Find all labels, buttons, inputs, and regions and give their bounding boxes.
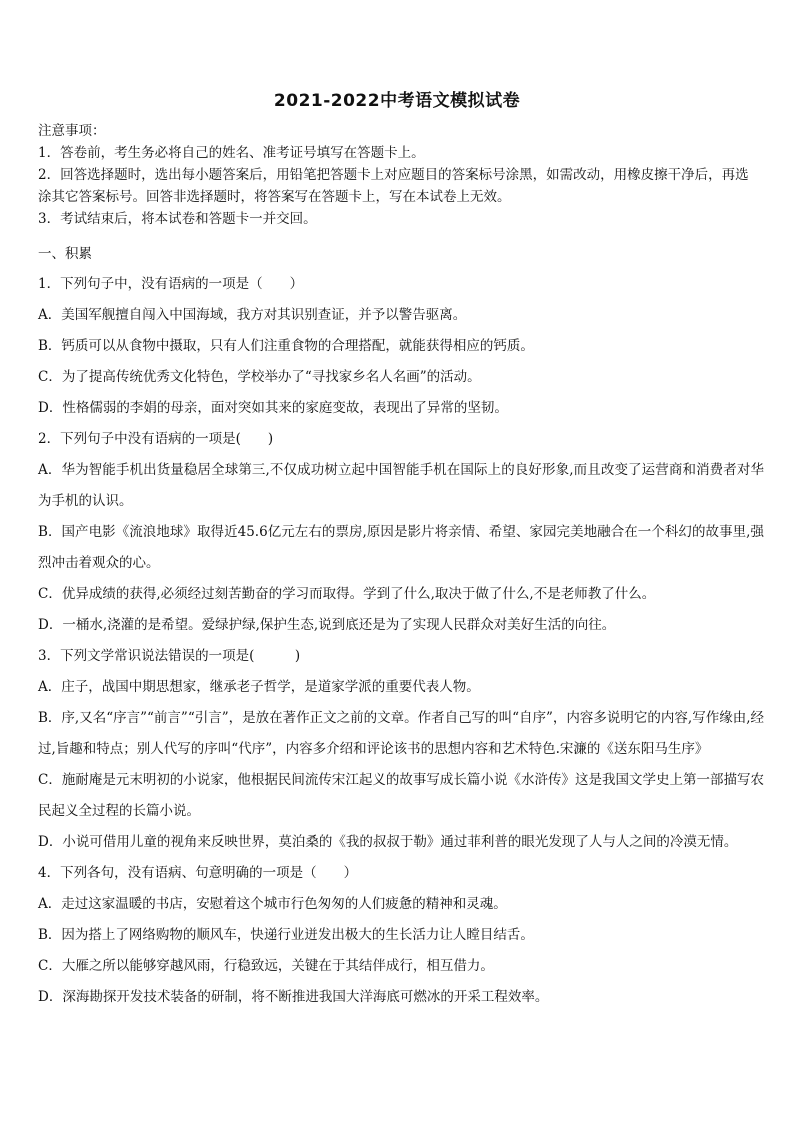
question-option: B．国产电影《流浪地球》取得近45.6亿元左右的票房,原因是影片将亲情、希望、家园完美地融合在一个科幻的故事里,强烈冲击着观众的心。: [38, 524, 764, 571]
notice-block: [38, 120, 760, 230]
question-option: B．因为搭上了网络购物的顺风车，快递行业迸发出极大的生长活力让人瞠目结舌。: [38, 927, 534, 943]
question-stem: 1．下列句子中，没有语病的一项是（ ）: [38, 276, 304, 292]
question-option: A．美国军舰擅自闯入中国海域，我方对其识别查证，并予以警告驱离。: [38, 307, 467, 323]
notice-item: 3．考试结束后，将本试卷和答题卡一并交回。: [38, 211, 317, 227]
notice-item: 1．答卷前，考生务必将自己的姓名、准考证号填写在答题卡上。: [38, 145, 425, 161]
question-option: C．施耐庵是元末明初的小说家，他根据民间流传宋江起义的故事写成长篇小说《水浒传》这是我国文学史上第一部描写农民起义全过程的长篇小说。: [38, 772, 764, 819]
notice-heading: 注意事项：: [38, 123, 106, 139]
question-stem: 3．下列文学常识说法错误的一项是( ): [38, 648, 301, 664]
page-title: 2021-2022中考语文模拟试卷: [273, 91, 521, 111]
question-option: D．性格儒弱的李娟的母亲，面对突如其来的家庭变故，表现出了异常的坚韧。: [38, 400, 508, 416]
question-option: A．走过这家温暖的书店，安慰着这个城市行色匆匆的人们疲惫的精神和灵魂。: [38, 896, 507, 912]
question-content: [38, 242, 764, 1013]
question-option: A．华为智能手机出货量稳居全球第三,不仅成功树立起中国智能手机在国际上的良好形象,而且改变了运营商和消费者对华为手机的认识。: [38, 462, 764, 509]
question-option: C．为了提高传统优秀文化特色，学校举办了“寻找家乡名人名画”的活动。: [38, 369, 481, 385]
question-option: A．庄子，战国中期思想家，继承老子哲学，是道家学派的重要代表人物。: [38, 679, 480, 695]
question-stem: 2．下列句子中没有语病的一项是( ): [38, 431, 274, 447]
question-option: B．序,又名“序言”“前言”“引言”，是放在著作正文之前的文章。作者自己写的叫“自序”，内容多说明它的内容,写作缘由,经过,旨趣和特点；别人代写的序叫“代序”，内容多介绍和评论该书的思想内容和艺术特色.宋濂的《送东阳马生序》: [38, 710, 765, 757]
question-stem: 4．下列各句，没有语病、句意明确的一项是（ ）: [38, 865, 358, 881]
question-option: C．优异成绩的获得,必须经过刻苦勤奋的学习而取得。学到了什么,取决于做了什么,不是老师教了什么。: [38, 586, 656, 602]
question-option: D．一桶水,浇灌的是希望。爱绿护绿,保护生态,说到底还是为了实现人民群众对美好生活的向往。: [38, 617, 616, 633]
notice-item: 2．回答选择题时，选出每小题答案后，用铅笔把答题卡上对应题目的答案标号涂黑，如需改动，用橡皮擦干净后，再选涂其它答案标号。回答非选择题时，将答案写在答题卡上，写在本试卷上无效。: [38, 167, 749, 205]
question-option: D．深海勘探开发技术装备的研制，将不断推进我国大洋海底可燃冰的开采工程效率。: [38, 989, 549, 1005]
section-heading: 一、积累: [38, 246, 92, 262]
question-option: D．小说可借用儿童的视角来反映世界，莫泊桑的《我的叔叔于勒》通过菲利普的眼光发现了人与人之间的冷漠无情。: [38, 834, 738, 850]
question-option: B．钙质可以从食物中摄取，只有人们注重食物的合理搭配，就能获得相应的钙质。: [38, 338, 534, 354]
question-option: C．大雁之所以能够穿越风雨，行稳致远，关键在于其结伴成行，相互借力。: [38, 958, 494, 974]
